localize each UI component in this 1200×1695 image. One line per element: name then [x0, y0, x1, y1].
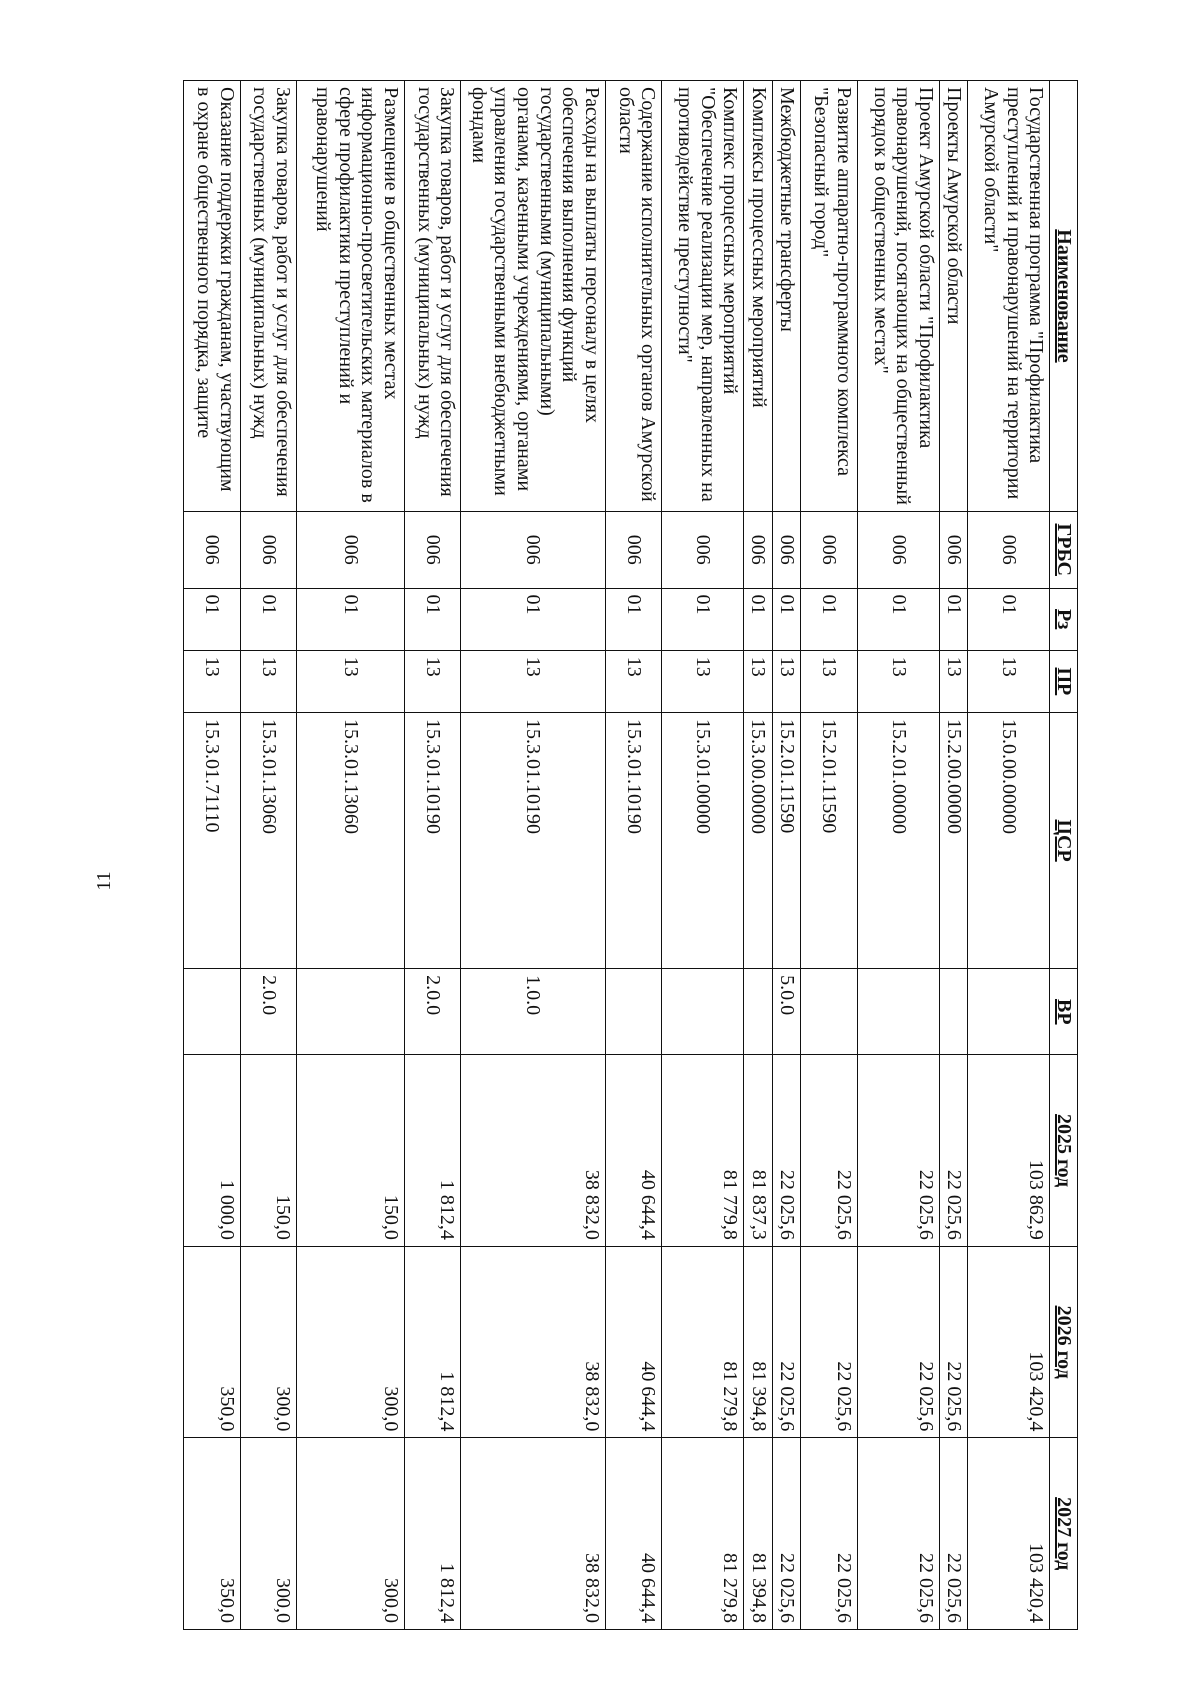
header-rz: Рз [1050, 588, 1078, 650]
cell-vr [184, 969, 241, 1055]
cell-csr: 15.3.01.71110 [184, 713, 241, 969]
budget-table [183, 80, 1078, 1630]
cell-pr: 13 [744, 650, 772, 712]
cell-csr: 15.2.00.00000 [939, 713, 967, 969]
cell-name: Развитие аппаратно-программного комплекса "Безопасный город" [801, 81, 858, 512]
cell-y2025: 22 025,6 [801, 1055, 858, 1247]
cell-pr: 13 [240, 650, 297, 712]
cell-rz: 01 [744, 588, 772, 650]
cell-csr: 15.2.01.11590 [772, 713, 800, 969]
cell-name: Содержание исполнительных органов Амурской области [605, 81, 662, 512]
cell-grbs: 006 [968, 511, 1050, 588]
cell-pr: 13 [662, 650, 744, 712]
table-row [968, 81, 1050, 1630]
cell-pr: 13 [939, 650, 967, 712]
cell-vr: 1.0.0 [461, 969, 605, 1055]
cell-y2026: 22 025,6 [772, 1246, 800, 1438]
cell-rz: 01 [801, 588, 858, 650]
cell-y2025: 22 025,6 [772, 1055, 800, 1247]
cell-vr [605, 969, 662, 1055]
cell-name: Государственная программа "Профилактика преступлений и правонарушений на территории Амурской области" [968, 81, 1050, 512]
table-row [297, 81, 405, 1630]
table-row [662, 81, 744, 1630]
cell-pr: 13 [605, 650, 662, 712]
cell-y2026: 81 279,8 [662, 1246, 744, 1438]
table-row [184, 81, 241, 1630]
cell-y2025: 40 644,4 [605, 1055, 662, 1247]
cell-vr [939, 969, 967, 1055]
table-row [461, 81, 605, 1630]
header-pr: ПР [1050, 650, 1078, 712]
cell-vr [857, 969, 939, 1055]
cell-grbs: 006 [772, 511, 800, 588]
cell-pr: 13 [297, 650, 405, 712]
cell-y2027: 22 025,6 [857, 1438, 939, 1630]
cell-y2027: 103 420,4 [968, 1438, 1050, 1630]
cell-csr: 15.2.01.11590 [801, 713, 858, 969]
cell-y2027: 22 025,6 [801, 1438, 858, 1630]
cell-y2027: 38 832,0 [461, 1438, 605, 1630]
cell-grbs: 006 [240, 511, 297, 588]
cell-csr: 15.3.01.13060 [297, 713, 405, 969]
cell-vr [801, 969, 858, 1055]
cell-name: Межбюджетные трансферты [772, 81, 800, 512]
cell-name: Проекты Амурской области [939, 81, 967, 512]
cell-y2027: 1 812,4 [404, 1438, 461, 1630]
cell-grbs: 006 [801, 511, 858, 588]
cell-csr: 15.3.01.10190 [605, 713, 662, 969]
budget-table-rotated [183, 80, 1078, 1630]
table-row [605, 81, 662, 1630]
cell-vr: 5.0.0 [772, 969, 800, 1055]
cell-rz: 01 [184, 588, 241, 650]
cell-y2026: 40 644,4 [605, 1246, 662, 1438]
header-grbs: ГРБС [1050, 511, 1078, 588]
cell-y2027: 350,0 [184, 1438, 241, 1630]
cell-y2026: 350,0 [184, 1246, 241, 1438]
cell-y2025: 22 025,6 [939, 1055, 967, 1247]
cell-csr: 15.3.01.00000 [662, 713, 744, 969]
cell-grbs: 006 [744, 511, 772, 588]
cell-y2025: 150,0 [297, 1055, 405, 1247]
cell-csr: 15.3.01.10190 [461, 713, 605, 969]
cell-y2026: 300,0 [297, 1246, 405, 1438]
cell-rz: 01 [857, 588, 939, 650]
cell-rz: 01 [968, 588, 1050, 650]
cell-csr: 15.3.01.13060 [240, 713, 297, 969]
cell-name: Закупка товаров, работ и услуг для обеспечения государственных (муниципальных) нужд [404, 81, 461, 512]
cell-y2025: 103 862,9 [968, 1055, 1050, 1247]
cell-y2025: 150,0 [240, 1055, 297, 1247]
cell-pr: 13 [968, 650, 1050, 712]
cell-y2025: 1 000,0 [184, 1055, 241, 1247]
cell-vr [662, 969, 744, 1055]
table-row [404, 81, 461, 1630]
cell-pr: 13 [772, 650, 800, 712]
cell-pr: 13 [857, 650, 939, 712]
cell-y2026: 38 832,0 [461, 1246, 605, 1438]
cell-vr [744, 969, 772, 1055]
table-row [857, 81, 939, 1630]
cell-grbs: 006 [605, 511, 662, 588]
cell-y2027: 22 025,6 [772, 1438, 800, 1630]
cell-csr: 15.3.01.10190 [404, 713, 461, 969]
cell-pr: 13 [461, 650, 605, 712]
cell-name: Оказание поддержки гражданам, участвующим в охране общественного порядка, защите [184, 81, 241, 512]
cell-csr: 15.2.01.00000 [857, 713, 939, 969]
cell-rz: 01 [605, 588, 662, 650]
header-2025: 2025 год [1050, 1055, 1078, 1247]
cell-y2026: 1 812,4 [404, 1246, 461, 1438]
cell-rz: 01 [297, 588, 405, 650]
header-2026: 2026 год [1050, 1246, 1078, 1438]
cell-y2025: 38 832,0 [461, 1055, 605, 1247]
cell-pr: 13 [801, 650, 858, 712]
table-row [939, 81, 967, 1630]
cell-y2026: 22 025,6 [857, 1246, 939, 1438]
cell-y2025: 81 837,3 [744, 1055, 772, 1247]
header-csr: ЦСР [1050, 713, 1078, 969]
cell-pr: 13 [404, 650, 461, 712]
cell-vr: 2.0.0 [240, 969, 297, 1055]
cell-y2025: 1 812,4 [404, 1055, 461, 1247]
cell-grbs: 006 [184, 511, 241, 588]
table-row [240, 81, 297, 1630]
cell-y2027: 81 394,8 [744, 1438, 772, 1630]
header-name: Наименование [1050, 81, 1078, 512]
table-row [772, 81, 800, 1630]
cell-grbs: 006 [404, 511, 461, 588]
cell-grbs: 006 [461, 511, 605, 588]
table-header-row [1050, 81, 1078, 1630]
cell-y2027: 22 025,6 [939, 1438, 967, 1630]
cell-y2027: 300,0 [240, 1438, 297, 1630]
table-body [184, 81, 1050, 1630]
header-2027: 2027 год [1050, 1438, 1078, 1630]
table-row [744, 81, 772, 1630]
cell-grbs: 006 [857, 511, 939, 588]
cell-rz: 01 [939, 588, 967, 650]
cell-y2026: 103 420,4 [968, 1246, 1050, 1438]
cell-pr: 13 [184, 650, 241, 712]
cell-rz: 01 [461, 588, 605, 650]
cell-csr: 15.3.00.00000 [744, 713, 772, 969]
cell-grbs: 006 [297, 511, 405, 588]
cell-grbs: 006 [939, 511, 967, 588]
cell-y2026: 81 394,8 [744, 1246, 772, 1438]
cell-vr [297, 969, 405, 1055]
cell-csr: 15.0.00.00000 [968, 713, 1050, 969]
cell-name: Закупка товаров, работ и услуг для обеспечения государственных (муниципальных) нужд [240, 81, 297, 512]
cell-y2026: 300,0 [240, 1246, 297, 1438]
cell-y2025: 22 025,6 [857, 1055, 939, 1247]
header-vr: ВР [1050, 969, 1078, 1055]
cell-rz: 01 [662, 588, 744, 650]
cell-y2027: 81 279,8 [662, 1438, 744, 1630]
cell-y2026: 22 025,6 [801, 1246, 858, 1438]
cell-grbs: 006 [662, 511, 744, 588]
cell-y2025: 81 779,8 [662, 1055, 744, 1247]
cell-name: Комплекс процессных мероприятий "Обеспечение реализации мер, направленных на противодействие преступности" [662, 81, 744, 512]
cell-name: Размещение в общественных местах информационно-просветительских материалов в сфере профилактики преступлений и правонарушений [297, 81, 405, 512]
cell-vr [968, 969, 1050, 1055]
cell-rz: 01 [772, 588, 800, 650]
cell-y2026: 22 025,6 [939, 1246, 967, 1438]
cell-name: Комплексы процессных мероприятий [744, 81, 772, 512]
cell-name: Расходы на выплаты персоналу в целях обеспечения выполнения функций государственными (муниципальными) органами, казенными учреждениями, органами управления государственными внебюджетными фондами [461, 81, 605, 512]
cell-y2027: 40 644,4 [605, 1438, 662, 1630]
table-row [801, 81, 858, 1630]
cell-rz: 01 [404, 588, 461, 650]
cell-vr: 2.0.0 [404, 969, 461, 1055]
cell-rz: 01 [240, 588, 297, 650]
page-number: 11 [93, 871, 115, 891]
cell-name: Проект Амурской области "Профилактика правонарушений, посягающих на общественный порядок в общественных местах" [857, 81, 939, 512]
cell-y2027: 300,0 [297, 1438, 405, 1630]
